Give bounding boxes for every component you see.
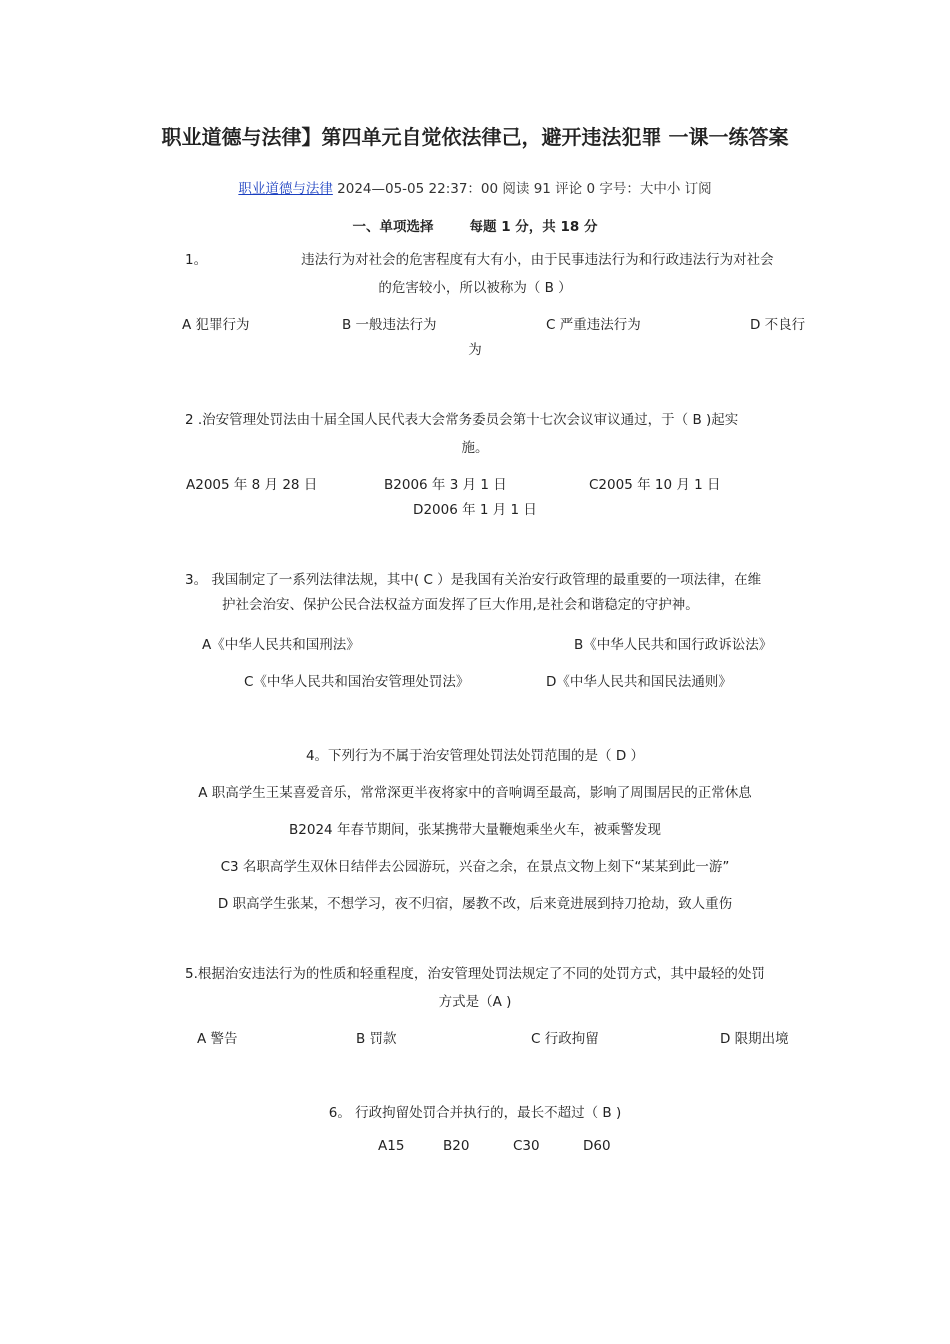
question-text-cont: 方式是（A ) — [438, 994, 512, 1010]
options-row — [182, 1138, 808, 1160]
options-row — [182, 1027, 808, 1049]
option-d: D 不良行 — [750, 317, 806, 333]
option-b: B20 — [443, 1138, 470, 1154]
options-row — [182, 473, 808, 495]
option-d: D 职高学生张某，不想学习，夜不归宿，屡教不改，后来竟进展到持刀抢劫，致人重伤 — [217, 896, 733, 912]
category-link[interactable]: 职业道德与法律 — [238, 181, 333, 197]
option-b: B 罚款 — [356, 1031, 397, 1047]
option-c: C2005 年 10 月 1 日 — [589, 477, 721, 493]
option-a: A 犯罪行为 — [182, 317, 250, 333]
option-a: A15 — [378, 1138, 405, 1154]
option-c: C《中华人民共和国治安管理处罚法》 — [244, 674, 470, 690]
question-text: 6。 行政拘留处罚合并执行的，最长不超过（ B ) — [328, 1105, 622, 1121]
option-b: B2024 年春节期间，张某携带大量鞭炮乘坐火车，被乘警发现 — [289, 822, 661, 838]
section-heading — [140, 215, 810, 235]
option-a: A《中华人民共和国刑法》 — [202, 637, 360, 653]
question-text: 5.根据治安违法行为的性质和轻重程度，治安管理处罚法规定了不同的处罚方式，其中最轻的处罚 — [185, 966, 765, 982]
question-text-cont: 护社会治安、保护公民合法权益方面发挥了巨大作用,是社会和谐稳定的守护神。 — [222, 597, 699, 613]
section-name: 一、单项选择 — [352, 219, 434, 235]
article-meta — [140, 177, 810, 197]
option-c: C 行政拘留 — [531, 1031, 599, 1047]
option-c: C3 名职高学生双休日结伴去公园游玩，兴奋之余，在景点文物上刻下“某某到此一游” — [220, 859, 730, 875]
question-text: 2 .治安管理处罚法由十届全国人民代表大会常务委员会第十七次会议审议通过，于（ B )起实 — [185, 412, 739, 428]
page-title: 职业道德与法律】第四单元自觉依法律己，避开违法犯罪 一课一练答案 — [161, 125, 789, 149]
question-number: 1。 — [185, 252, 208, 268]
question-text: 4。下列行为不属于治安管理处罚法处罚范围的是（ D ） — [305, 748, 645, 764]
meta-info: 2024—05-05 22:37：00 阅读 91 评论 0 字号：大中小 订阅 — [332, 181, 712, 197]
option-a: A2005 年 8 月 28 日 — [186, 477, 318, 493]
option-c: C30 — [513, 1138, 540, 1154]
question-text-cont: 的危害较小，所以被称为（ B ） — [378, 280, 572, 296]
options-row — [182, 313, 808, 335]
question-text-cont: 施。 — [461, 440, 489, 456]
options-row — [182, 633, 808, 655]
option-b: B2006 年 3 月 1 日 — [384, 477, 507, 493]
question-text: 违法行为对社会的危害程度有大有小，由于民事违法行为和行政违法行为对社会 — [301, 252, 774, 268]
option-b: B《中华人民共和国行政诉讼法》 — [574, 637, 773, 653]
option-c: C 严重违法行为 — [546, 317, 641, 333]
option-d-cont: 为 — [468, 342, 482, 358]
section-score: 每题 1 分，共 18 分 — [469, 219, 598, 235]
option-b: B 一般违法行为 — [342, 317, 437, 333]
question-text: 3。 我国制定了一系列法律法规，其中( C ）是我国有关治安行政管理的最重要的一项法律，在维 — [185, 572, 762, 588]
options-row — [182, 670, 808, 692]
option-a: A 职高学生王某喜爱音乐，常常深更半夜将家中的音响调至最高，影响了周围居民的正常休息 — [198, 785, 752, 801]
option-d: D《中华人民共和国民法通则》 — [546, 674, 732, 690]
option-d: D60 — [583, 1138, 611, 1154]
option-d: D 限期出境 — [720, 1031, 789, 1047]
option-d: D2006 年 1 月 1 日 — [413, 502, 537, 518]
option-a: A 警告 — [197, 1031, 238, 1047]
